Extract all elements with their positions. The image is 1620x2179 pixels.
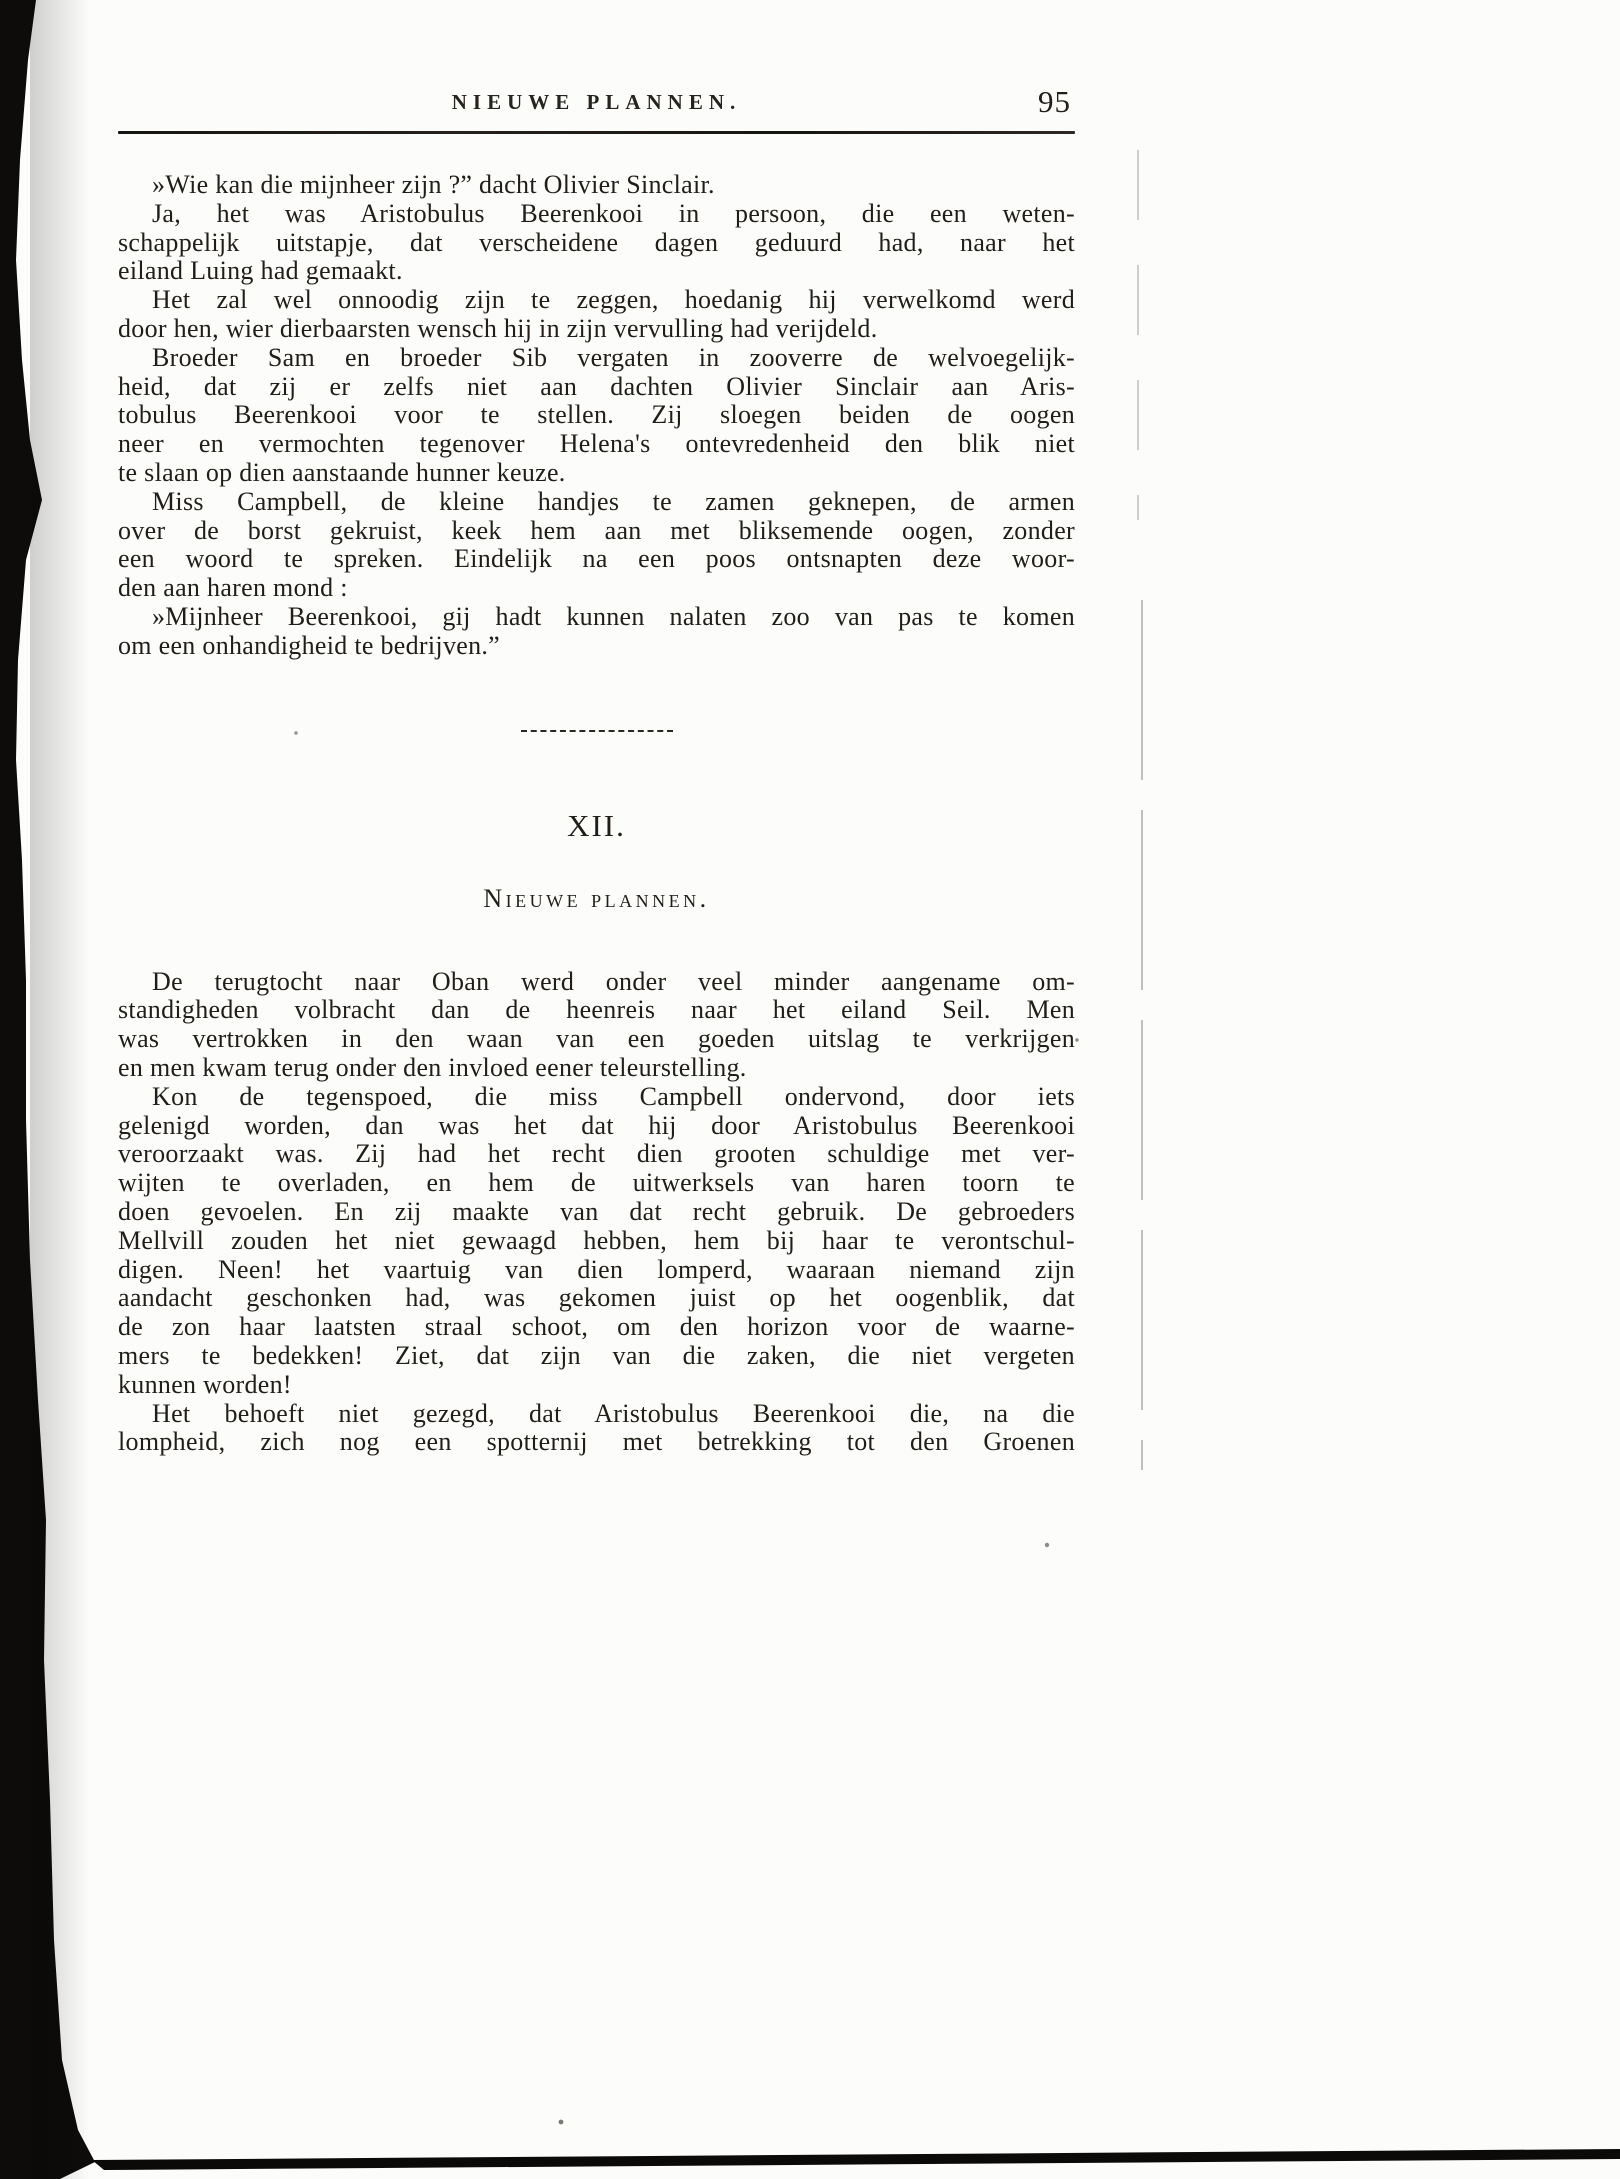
page-number: 95: [1038, 84, 1071, 119]
text-line: Kon de tegenspoed, die miss Campbell ondervond, door iets: [152, 1081, 1075, 1111]
paragraph: [118, 968, 1075, 1083]
text-line: te slaan op dien aanstaande hunner keuze.: [118, 457, 566, 487]
scan-speck-1: [1045, 1543, 1049, 1547]
section-divider: [521, 730, 673, 732]
text-line: aandacht geschonken had, was gekomen juist op het oogenblik, dat: [118, 1283, 1075, 1313]
text-line: digen. Neen! het vaartuig van dien lomperd, waaraan niemand zijn: [118, 1254, 1075, 1284]
text-line: de zon haar laatsten straal schoot, om den horizon voor de waarne-: [118, 1312, 1075, 1342]
text-line: wijten te overladen, en hem de uitwerksels van haren toorn te: [118, 1168, 1075, 1198]
scan-speck-3: [1075, 1038, 1079, 1042]
body-text-bottom: [118, 968, 1075, 1458]
scan-edge-bottom: [92, 2149, 1620, 2170]
paragraph: [118, 1400, 1075, 1458]
header-rule: [118, 131, 1075, 134]
text-line: om een onhandigheid te bedrijven.”: [118, 630, 501, 660]
chapter-number: XII.: [567, 807, 626, 843]
paragraph: [118, 200, 1075, 286]
paragraph: [118, 344, 1075, 488]
text-line: lompheid, zich nog een spotternij met betrekking tot den Groenen: [118, 1427, 1075, 1457]
text-line: neer en vermochten tegenover Helena's ontevredenheid den blik niet: [118, 429, 1075, 459]
text-line: gelenigd worden, dan was het dat hij door Aristobulus Beerenkooi: [118, 1110, 1075, 1140]
paragraph: [118, 171, 1075, 200]
binding-strip: [0, 0, 95, 2179]
text-line: mers te bedekken! Ziet, dat zijn van die zaken, die niet vergeten: [118, 1340, 1075, 1370]
paragraph: [118, 488, 1075, 603]
text-line: veroorzaakt was. Zij had het recht dien grooten schuldige met ver-: [118, 1139, 1075, 1169]
text-line: heid, dat zij er zelfs niet aan dachten Olivier Sinclair aan Aris-: [118, 371, 1075, 401]
text-column: [118, 0, 1075, 1457]
paragraph: [118, 603, 1075, 661]
body-text-top: [118, 171, 1075, 661]
paragraph: [118, 286, 1075, 344]
text-line: en men kwam terug onder den invloed eener teleurstelling.: [118, 1052, 747, 1082]
paragraph: [118, 1083, 1075, 1400]
text-line: Miss Campbell, de kleine handjes te zamen geknepen, de armen: [152, 486, 1075, 516]
binding-fade: [30, 0, 90, 2179]
chapter-title: Nieuwe plannen.: [483, 883, 710, 913]
text-line: De terugtocht naar Oban werd onder veel minder aangename om-: [152, 966, 1075, 996]
text-line: schappelijk uitstapje, dat verscheidene dagen geduurd had, naar het: [118, 227, 1075, 257]
text-line: een woord te spreken. Eindelijk na een poos ontsnapten deze woor-: [118, 544, 1075, 574]
text-line: Mellvill zouden het niet gewaagd hebben, hem bij haar te verontschul-: [118, 1225, 1075, 1255]
running-title: NIEUWE PLANNEN.: [451, 90, 742, 114]
text-line: standigheden volbracht dan de heenreis naar het eiland Seil. Men: [118, 995, 1075, 1025]
page-header: [118, 84, 1075, 120]
text-line: Broeder Sam en broeder Sib vergaten in zooverre de welvoegelijk-: [152, 342, 1075, 372]
text-line: »Wie kan die mijnheer zijn ?” dacht Olivier Sinclair.: [152, 170, 715, 199]
text-line: den aan haren mond :: [118, 573, 348, 603]
text-line: Ja, het was Aristobulus Beerenkooi in persoon, die een weten-: [152, 198, 1075, 228]
text-line: doen gevoelen. En zij maakte van dat recht gebruik. De gebroeders: [118, 1196, 1075, 1226]
text-line: tobulus Beerenkooi voor te stellen. Zij sloegen beiden de oogen: [118, 400, 1075, 430]
text-line: Het behoeft niet gezegd, dat Aristobulus Beerenkooi die, na die: [152, 1398, 1075, 1428]
text-line: Het zal wel onnoodig zijn te zeggen, hoedanig hij verwelkomd werd: [152, 285, 1075, 315]
scan-speck-2: [559, 2120, 564, 2125]
text-line: kunnen worden!: [118, 1369, 292, 1399]
text-line: over de borst gekruist, keek hem aan met bliksemende oogen, zonder: [118, 515, 1075, 545]
text-line: door hen, wier dierbaarsten wensch hij in zijn vervulling had verijdeld.: [118, 313, 878, 343]
text-line: »Mijnheer Beerenkooi, gij hadt kunnen nalaten zoo van pas te komen: [152, 601, 1075, 631]
text-line: was vertrokken in den waan van een goeden uitslag te verkrijgen: [118, 1024, 1075, 1054]
text-line: eiland Luing had gemaakt.: [118, 256, 403, 286]
